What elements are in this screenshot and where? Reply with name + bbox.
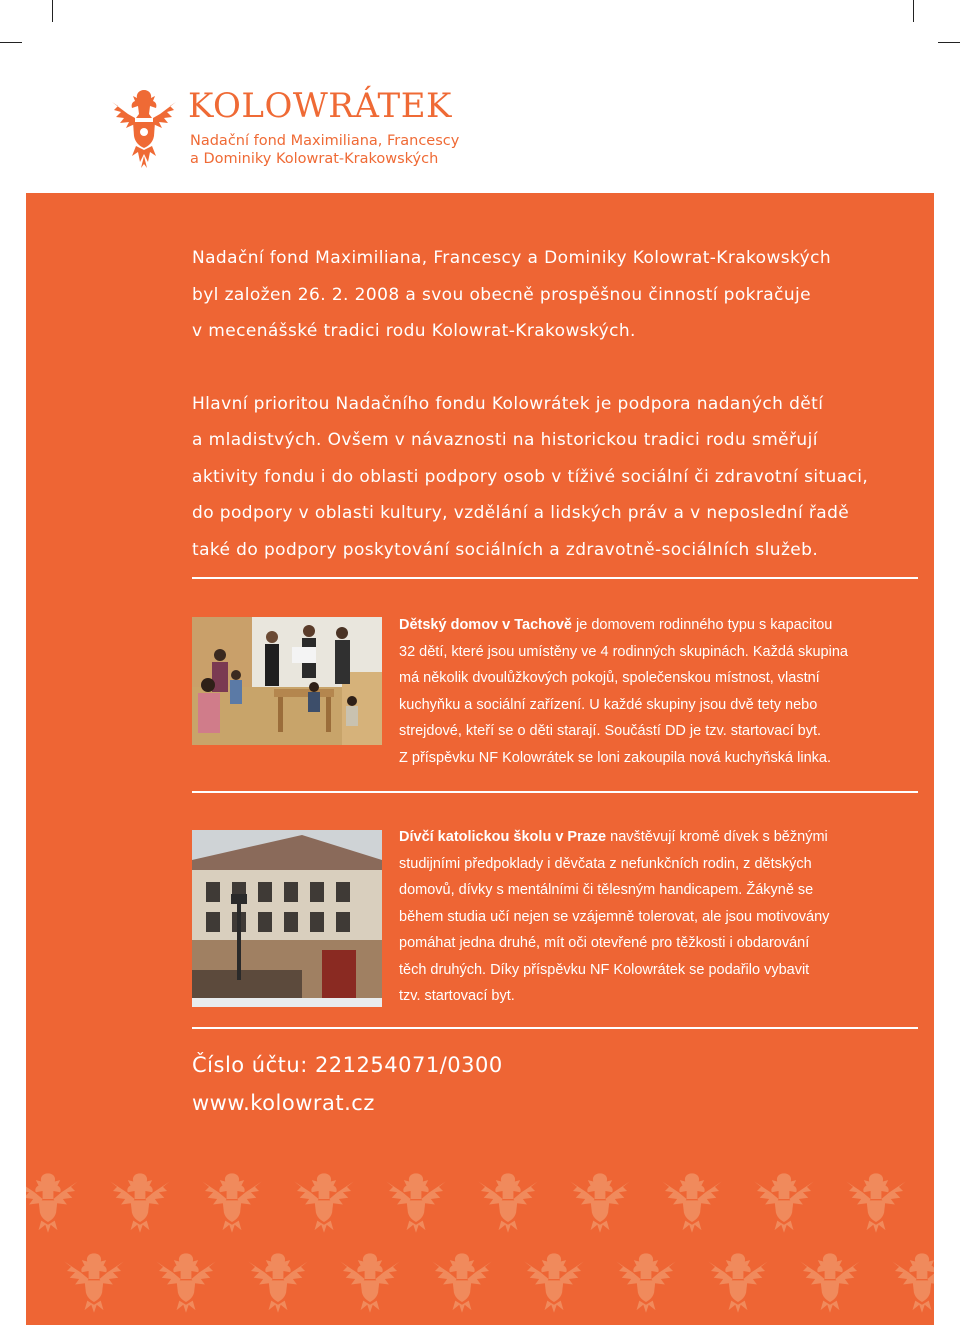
crop-mark	[52, 0, 53, 22]
text-line: také do podpory poskytování sociálních a zdravotně-sociálních služeb.	[192, 539, 819, 560]
text-line: aktivity fondu i do oblasti podpory osob v tíživé sociální či zdravotní situaci,	[192, 466, 869, 487]
pattern-eagle-icon	[524, 1253, 583, 1312]
text-line: těch druhých. Díky příspěvku NF Kolowrátek se podařilo vybavit	[399, 961, 810, 978]
pattern-eagle-icon	[846, 1173, 905, 1232]
text-line: Z příspěvku NF Kolowrátek se loni zakoupila nová kuchyňská linka.	[399, 749, 831, 766]
divider	[192, 791, 918, 793]
story-girls-school	[399, 824, 899, 1010]
contact-info	[192, 1046, 503, 1122]
text-line: strejdové, kteří se o děti starají. Součástí DD je tzv. startovací byt.	[399, 723, 822, 739]
account-number: Číslo účtu: 221254071/0300	[192, 1053, 503, 1077]
text-line: během studia učí nejen se vzájemně tolerovat, ale jsou motivovány	[399, 908, 830, 925]
brand-subtitle-line: a Dominiky Kolowrat-Krakowských	[190, 151, 439, 167]
text-line: v mecenášské tradici rodu Kolowrat-Krakowských.	[192, 321, 636, 341]
pattern-eagle-icon	[432, 1253, 491, 1312]
text-line: byl založen 26. 2. 2008 a svou obecně prospěšnou činností pokračuje	[192, 284, 812, 305]
pattern-eagle-icon	[708, 1253, 767, 1312]
story-title: Dívčí katolickou školu v Praze	[399, 829, 607, 845]
pattern-eagle-icon	[64, 1253, 123, 1312]
divider	[192, 1027, 918, 1029]
pattern-eagle-icon	[294, 1173, 353, 1232]
intro-text	[192, 240, 892, 568]
brand-logo	[108, 84, 468, 170]
pattern-eagle-icon	[248, 1253, 307, 1312]
text-line: pomáhat jedna druhé, mít oči otevřené pro těžkosti i obdarování	[399, 935, 810, 951]
text-line: domovů, dívky s mentálními či tělesným handicapem. Žákyně se	[399, 882, 814, 898]
eagle-icon	[108, 84, 180, 170]
divider	[192, 577, 918, 579]
text-line: Nadační fond Maximiliana, Francescy a Dominiky Kolowrat-Krakowských	[192, 248, 832, 268]
brand-subtitle	[190, 132, 459, 168]
text-line: a mladistvých. Ovšem v návaznosti na historickou tradici rodu směřují	[192, 430, 818, 450]
text-line: do podpory v oblasti kultury, vzdělání a lidských práv a v neposlední řadě	[192, 503, 850, 523]
text-line: Hlavní prioritou Nadačního fondu Kolowrátek je podpora nadaných dětí	[192, 393, 824, 414]
crop-mark	[0, 42, 22, 43]
brand-name: KOLOWRÁTEK	[188, 86, 452, 126]
story-title: Dětský domov v Tachově	[399, 617, 572, 633]
text-line: 32 dětí, které jsou umístěny ve 4 rodinných skupinách. Každá skupina	[399, 643, 848, 660]
pattern-eagle-icon	[892, 1253, 934, 1312]
pattern-eagle-icon	[570, 1173, 629, 1232]
intro-paragraph	[192, 240, 892, 350]
website-link[interactable]: www.kolowrat.cz	[192, 1091, 375, 1115]
photo-childrens-home	[192, 617, 382, 745]
pattern-eagle-icon	[110, 1173, 169, 1232]
story-childrens-home	[399, 612, 899, 771]
pattern-eagle-icon	[202, 1173, 261, 1232]
pattern-eagle-icon	[800, 1253, 859, 1312]
text-line: kuchyňku a sociální zařízení. U každé skupiny jsou dvě tety nebo	[399, 696, 818, 713]
text-line: je domovem rodinného typu s kapacitou	[572, 617, 833, 633]
photo-image	[192, 617, 382, 745]
pattern-eagle-icon	[662, 1173, 721, 1232]
brand-subtitle-line: Nadační fond Maximiliana, Francescy	[190, 133, 460, 149]
crop-mark	[913, 0, 914, 22]
text-line: tzv. startovací byt.	[399, 988, 515, 1004]
text-line: navštěvují kromě dívek s běžnými	[606, 829, 828, 845]
crop-mark	[938, 42, 960, 43]
pattern-eagle-icon	[616, 1253, 675, 1312]
eagle-pattern	[26, 1155, 934, 1325]
pattern-eagle-icon	[340, 1253, 399, 1312]
intro-paragraph	[192, 386, 892, 569]
text-line: studijními předpoklady i děvčata z nefunkčních rodin, z dětských	[399, 855, 812, 872]
pattern-eagle-icon	[386, 1173, 445, 1232]
pattern-eagle-icon	[156, 1253, 215, 1312]
text-line: má několik dvoulůžkových pokojů, společenskou místnost, vlastní	[399, 670, 820, 686]
pattern-eagle-icon	[26, 1173, 78, 1232]
photo-image	[192, 830, 382, 1007]
pattern-eagle-icon	[754, 1173, 813, 1232]
pattern-eagle-icon	[478, 1173, 537, 1232]
photo-girls-school	[192, 830, 382, 1007]
